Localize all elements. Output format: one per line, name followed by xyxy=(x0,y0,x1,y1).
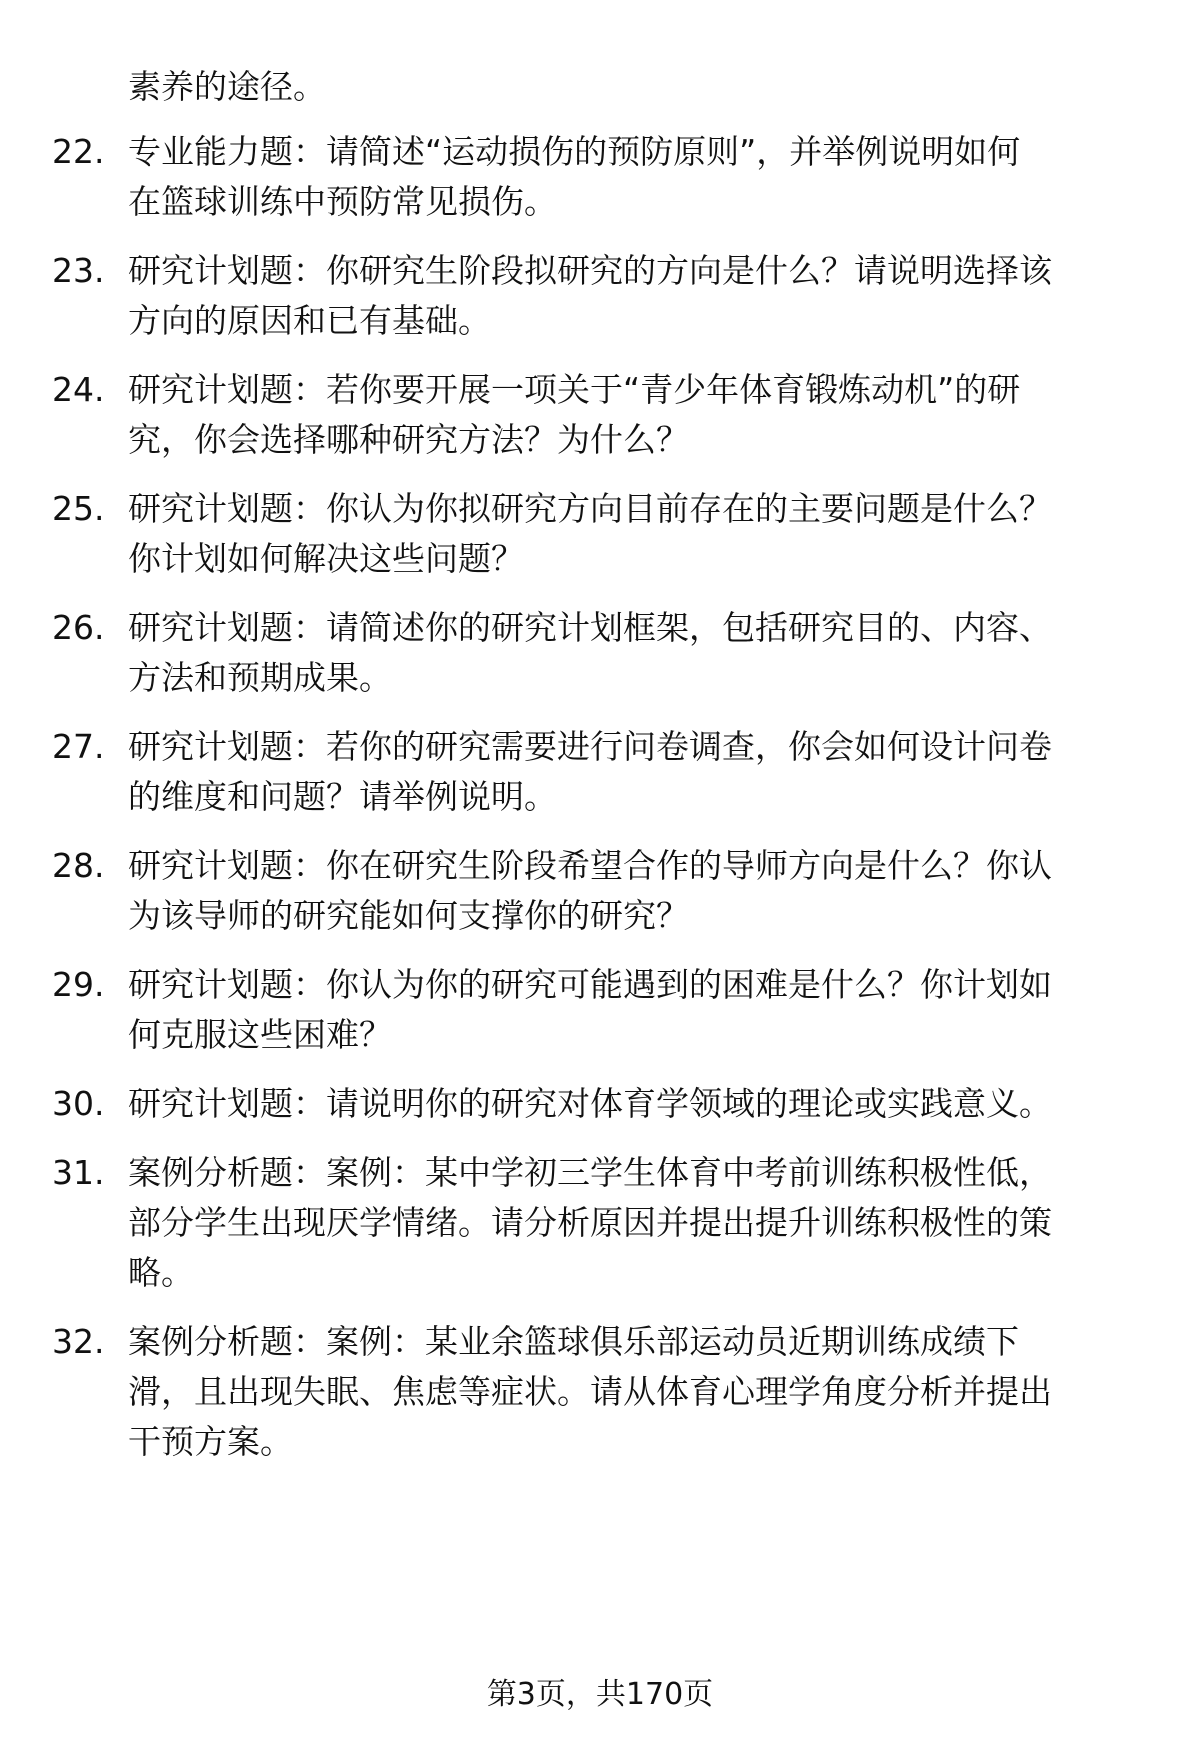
question-line: 案例分析题：案例：某业余篮球俱乐部运动员近期训练成绩下 xyxy=(128,1322,1019,1361)
question-text xyxy=(128,960,1148,1060)
question-number: 28. xyxy=(52,846,105,885)
question-line: 干预方案。 xyxy=(128,1422,293,1461)
question-line: 专业能力题：请简述“运动损伤的预防原则”，并举例说明如何 xyxy=(128,132,1021,171)
question-line: 方法和预期成果。 xyxy=(128,658,392,697)
question-line: 为该导师的研究能如何支撑你的研究？ xyxy=(128,896,689,935)
question-number: 25. xyxy=(52,489,105,528)
question-number: 30. xyxy=(52,1084,105,1123)
question-line: 研究计划题：请说明你的研究对体育学领域的理论或实践意义。 xyxy=(128,1084,1052,1123)
question-line: 研究计划题：若你的研究需要进行问卷调查，你会如何设计问卷 xyxy=(128,727,1052,766)
continuation-text: 素养的途径。 xyxy=(128,67,326,106)
question-number: 31. xyxy=(52,1153,105,1192)
question-text xyxy=(128,1317,1148,1467)
question-line: 研究计划题：若你要开展一项关于“青少年体育锻炼动机”的研 xyxy=(128,370,1021,409)
question-text xyxy=(128,841,1148,941)
question-line: 滑，且出现失眠、焦虑等症状。请从体育心理学角度分析并提出 xyxy=(128,1372,1052,1411)
question-text xyxy=(128,365,1148,465)
question-number: 29. xyxy=(52,965,105,1004)
question-line: 的维度和问题？请举例说明。 xyxy=(128,777,557,816)
question-line: 部分学生出现厌学情绪。请分析原因并提出提升训练积极性的策 xyxy=(128,1203,1052,1242)
question-line: 方向的原因和已有基础。 xyxy=(128,301,491,340)
question-line: 研究计划题：你认为你的研究可能遇到的困难是什么？你计划如 xyxy=(128,965,1052,1004)
question-line: 何克服这些困难？ xyxy=(128,1015,392,1054)
question-text xyxy=(128,484,1148,584)
question-line: 你计划如何解决这些问题？ xyxy=(128,539,524,578)
question-number: 27. xyxy=(52,727,105,766)
question-text xyxy=(128,722,1148,822)
question-number: 23. xyxy=(52,251,105,290)
question-text xyxy=(128,603,1148,703)
page-footer: 第3页，共170页 xyxy=(486,1677,714,1712)
question-line: 略。 xyxy=(128,1253,194,1292)
question-line: 案例分析题：案例：某中学初三学生体育中考前训练积极性低， xyxy=(128,1153,1052,1192)
question-line: 研究计划题：你认为你拟研究方向目前存在的主要问题是什么？ xyxy=(128,489,1052,528)
question-number: 32. xyxy=(52,1322,105,1361)
question-text xyxy=(128,127,1148,227)
question-number: 22. xyxy=(52,132,105,171)
question-text xyxy=(128,1079,1148,1129)
question-line: 研究计划题：请简述你的研究计划框架，包括研究目的、内容、 xyxy=(128,608,1052,647)
question-text xyxy=(128,1148,1148,1298)
question-number: 26. xyxy=(52,608,105,647)
question-line: 究，你会选择哪种研究方法？为什么？ xyxy=(128,420,689,459)
question-line: 在篮球训练中预防常见损伤。 xyxy=(128,182,557,221)
question-text xyxy=(128,246,1148,346)
question-line: 研究计划题：你在研究生阶段希望合作的导师方向是什么？你认 xyxy=(128,846,1052,885)
question-number: 24. xyxy=(52,370,105,409)
question-line: 研究计划题：你研究生阶段拟研究的方向是什么？请说明选择该 xyxy=(128,251,1052,290)
